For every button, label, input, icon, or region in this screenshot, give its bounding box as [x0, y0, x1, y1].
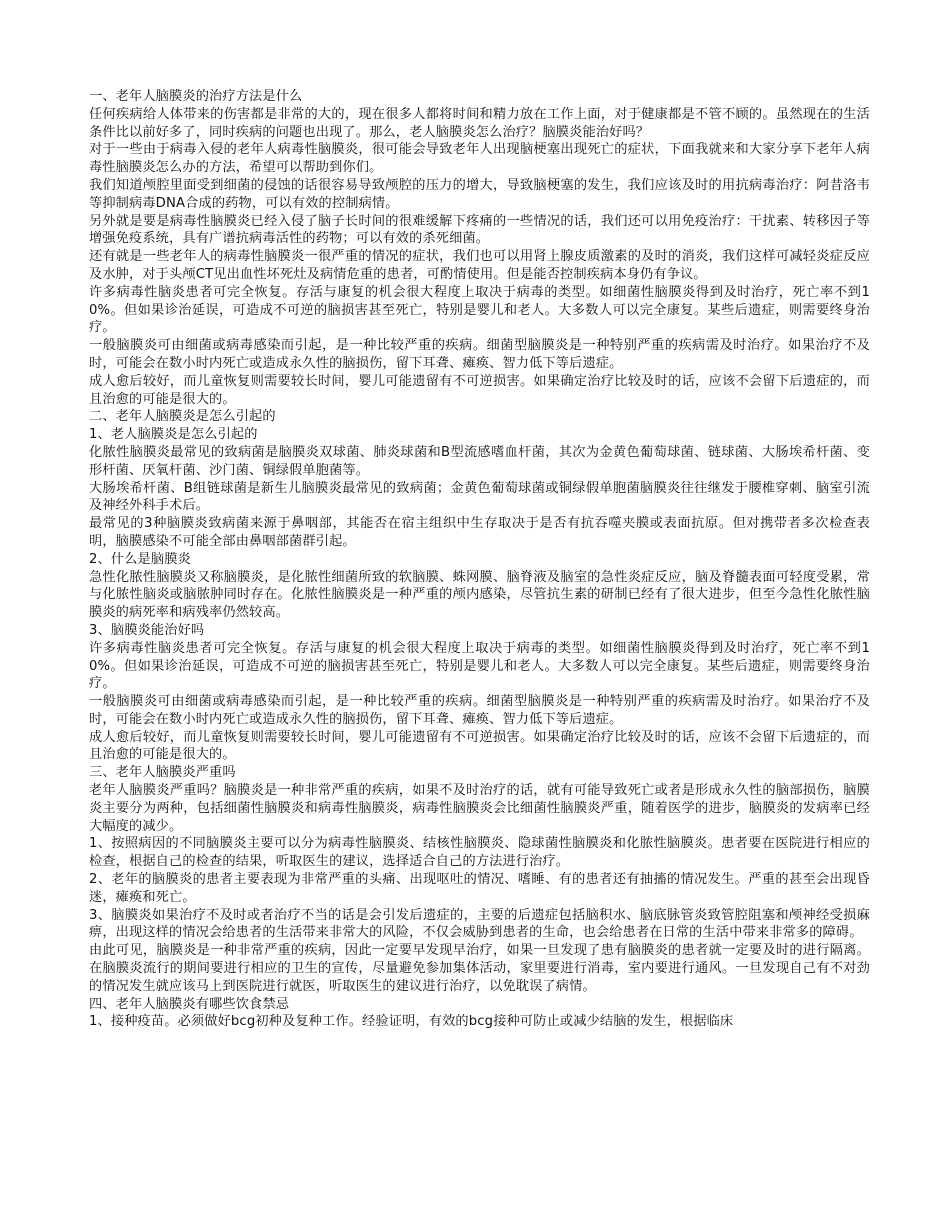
paragraph: 3、脑膜炎如果治疗不及时或者治疗不当的话是会引发后遗症的，主要的后遗症包括脑积水、脑底脉管炎致管腔阻塞和颅神经受损麻痹，出现这样的情况会给患者的生活带来非常大的风险，不仅会威胁到患者的生命，也会给患者在日常的生活中带来非常多的障碍。	[89, 907, 870, 941]
paragraph: 老年人脑膜炎严重吗？脑膜炎是一种非常严重的疾病，如果不及时治疗的话，就有可能导致死亡或者是形成永久性的脑部损伤，脑膜炎主要分为两种，包括细菌性脑膜炎和病毒性脑膜炎，病毒性脑膜炎会比细菌性脑膜炎严重，随着医学的进步，脑膜炎的发病率已经大幅度的减少。	[89, 783, 870, 834]
section-heading: 三、老年人脑膜炎严重吗	[89, 765, 236, 781]
paragraph: 由此可见，脑膜炎是一种非常严重的疾病，因此一定要早发现早治疗，如果一旦发现了患有脑膜炎的患者就一定要及时的进行隔离。在脑膜炎流行的期间要进行相应的卫生的宣传，尽量避免参加集体活动，家里要进行消毒，室内要进行通风。一旦发现自己有不对劲的情况发生就应该马上到医院进行就医，听取医生的建议进行治疗，以免耽误了病情。	[89, 943, 870, 994]
paragraph: 大肠埃希杆菌、B组链球菌是新生儿脑膜炎最常见的致病菌；金黄色葡萄球菌或铜绿假单胞菌脑膜炎往往继发于腰椎穿刺、脑室引流及神经外科手术后。	[89, 480, 870, 514]
section-heading: 3、脑膜炎能治好吗	[89, 622, 205, 638]
section-heading: 一、老年人脑膜炎的治疗方法是什么	[89, 89, 303, 104]
paragraph: 一般脑膜炎可由细菌或病毒感染而引起，是一种比较严重的疾病。细菌型脑膜炎是一种特别严重的疾病需及时治疗。如果治疗不及时，可能会在数小时内死亡或造成永久性的脑损伤，留下耳聋、瘫痪、智力低下等后遗症。	[89, 694, 870, 727]
paragraph: 急性化脓性脑膜炎又称脑膜炎，是化脓性细菌所致的软脑膜、蛛网膜、脑脊液及脑室的急性炎症反应，脑及脊髓表面可轻度受累，常与化脓性脑炎或脑脓肿同时存在。化脓性脑膜炎是一种严重的颅内感染，尽管抗生素的研制已经有了很大进步，但至今急性化脓性脑膜炎的病死率和病残率仍然较高。	[89, 569, 870, 621]
section-heading: 2、什么是脑膜炎	[89, 551, 191, 567]
paragraph: 化脓性脑膜炎最常见的致病菌是脑膜炎双球菌、肺炎球菌和B型流感嗜血杆菌，其次为金黄色葡萄球菌、链球菌、大肠埃希杆菌、变形杆菌、厌氧杆菌、沙门菌、铜绿假单胞菌等。	[89, 444, 870, 478]
paragraph: 成人愈后较好，而儿童恢复则需要较长时间，婴儿可能遗留有不可逆损害。如果确定治疗比较及时的话，应该不会留下后遗症的，而且治愈的可能是很大的。	[89, 729, 870, 763]
paragraph: 任何疾病给人体带来的伤害都是非常的大的，现在很多人都将时间和精力放在工作上面，对于健康都是不管不顾的。虽然现在的生活条件比以前好多了，同时疾病的问题也出现了。那么，老人脑膜炎怎么治疗？脑膜炎能治好吗？	[89, 106, 870, 140]
section-heading: 四、老年人脑膜炎有哪些饮食禁忌	[89, 996, 290, 1012]
paragraph: 2、老年的脑膜炎的患者主要表现为非常严重的头痛、出现呕吐的情况、嗜睡、有的患者还有抽搐的情况发生。严重的甚至会出现昏迷，瘫痪和死亡。	[89, 872, 870, 905]
paragraph: 成人愈后较好，而儿童恢复则需要较长时间，婴儿可能遗留有不可逆损害。如果确定治疗比较及时的话，应该不会留下后遗症的，而且治愈的可能是很大的。	[89, 373, 870, 407]
paragraph: 许多病毒性脑炎患者可完全恢复。存活与康复的机会很大程度上取决于病毒的类型。如细菌性脑膜炎得到及时治疗，死亡率不到10%。但如果诊治延误，可造成不可逆的脑损害甚至死亡，特别是婴儿和老人。大多数人可以完全康复。某些后遗症，则需要终身治疗。	[89, 284, 870, 336]
article-body	[89, 88, 870, 1031]
paragraph: 另外就是要是病毒性脑膜炎已经入侵了脑子长时间的很难缓解下疼痛的一些情况的话，我们还可以用免疫治疗：干扰素、转移因子等增强免疫系统，具有广谱抗病毒活性的药物；可以有效的杀死细菌。	[89, 213, 870, 247]
paragraph: 1、接种疫苗。必须做好bcg初种及复种工作。经验证明，有效的bcg接种可防止或减少结脑的发生，根据临床	[89, 1014, 734, 1030]
section-heading: 二、老年人脑膜炎是怎么引起的	[89, 409, 276, 425]
paragraph: 许多病毒性脑炎患者可完全恢复。存活与康复的机会很大程度上取决于病毒的类型。如细菌性脑膜炎得到及时治疗，死亡率不到10%。但如果诊治延误，可造成不可逆的脑损害甚至死亡，特别是婴儿和老人。大多数人可以完全康复。某些后遗症，则需要终身治疗。	[89, 640, 870, 692]
paragraph: 1、按照病因的不同脑膜炎主要可以分为病毒性脑膜炎、结核性脑膜炎、隐球菌性脑膜炎和化脓性脑膜炎。患者要在医院进行相应的检查，根据自己的检查的结果，听取医生的建议，选择适合自己的方法进行治疗。	[89, 836, 870, 870]
paragraph: 一般脑膜炎可由细菌或病毒感染而引起，是一种比较严重的疾病。细菌型脑膜炎是一种特别严重的疾病需及时治疗。如果治疗不及时，可能会在数小时内死亡或造成永久性的脑损伤，留下耳聋、瘫痪、智力低下等后遗症。	[89, 338, 870, 371]
paragraph: 我们知道颅腔里面受到细菌的侵蚀的话很容易导致颅腔的压力的增大，导致脑梗塞的发生，我们应该及时的用抗病毒治疗：阿昔洛韦等抑制病毒DNA合成的药物，可以有效的控制病情。	[89, 177, 870, 211]
paragraph: 对于一些由于病毒入侵的老年人病毒性脑膜炎，很可能会导致老年人出现脑梗塞出现死亡的症状，下面我就来和大家分享下老年人病毒性脑膜炎怎么办的方法，希望可以帮助到你们。	[89, 142, 870, 176]
paragraph: 最常见的3种脑膜炎致病菌来源于鼻咽部，其能否在宿主组织中生存取决于是否有抗吞噬夹膜或表面抗原。但对携带者多次检查表明，脑膜感染不可能全部由鼻咽部菌群引起。	[89, 516, 870, 549]
section-heading: 1、老人脑膜炎是怎么引起的	[89, 427, 258, 443]
paragraph: 还有就是一些老年人的病毒性脑膜炎一很严重的情况的症状，我们也可以用肾上腺皮质激素的及时的消炎，我们这样可减轻炎症反应及水肿，对于头颅CT见出血性坏死灶及病情危重的患者，可酌情使用。但是能否控制疾病本身仍有争议。	[89, 249, 870, 282]
